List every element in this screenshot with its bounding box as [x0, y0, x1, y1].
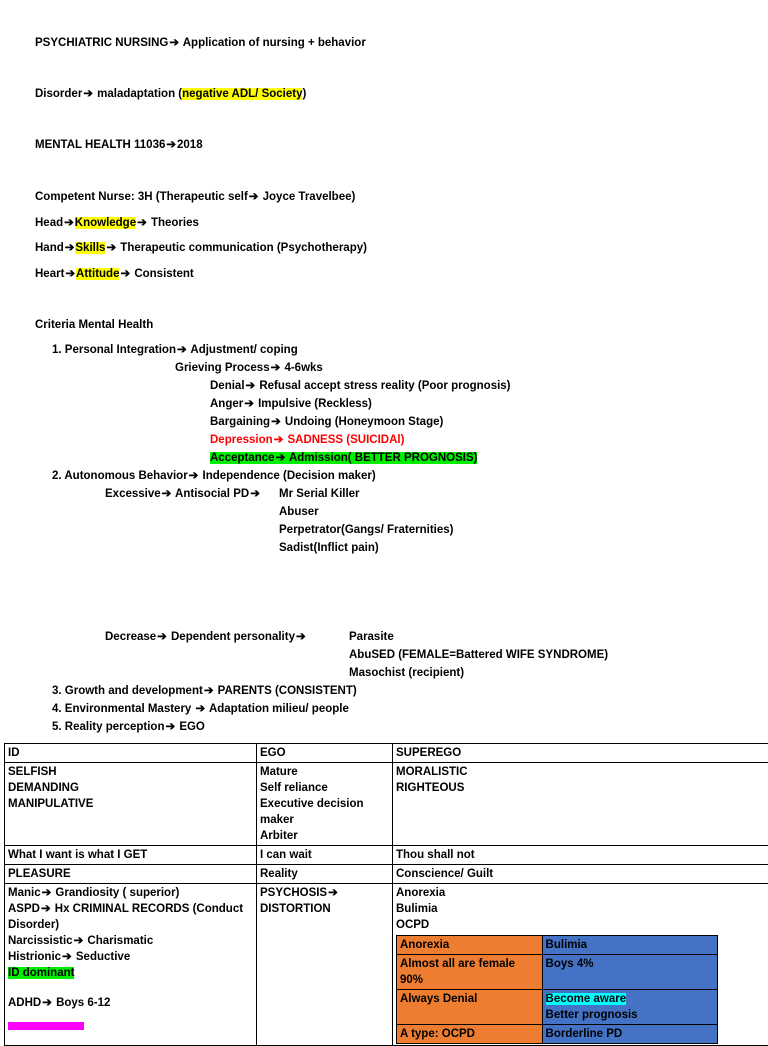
line-abused: AbuSED (FEMALE=Battered WIFE SYNDROME) — [349, 648, 608, 663]
line-disorder: Disorder➔ maladaptation (negative ADL/ Society) — [35, 87, 306, 102]
right-arrow-icon — [295, 631, 307, 643]
line-head: Head➔ Knowledge➔ Theories — [35, 216, 199, 231]
line-bargaining: Bargaining➔ Undoing (Honeymoon Stage) — [210, 415, 443, 430]
line-sadist: Sadist(Inflict pain) — [279, 541, 379, 556]
right-arrow-icon — [248, 191, 260, 203]
right-arrow-icon — [41, 887, 53, 899]
right-arrow-icon — [203, 685, 215, 697]
header-superego: SUPEREGO — [393, 744, 768, 763]
line-reality: 5. Reality perception➔ EGO — [52, 720, 205, 735]
table-row — [5, 846, 768, 865]
line-depression: Depression➔ SADNESS (SUICIDAl) — [210, 433, 404, 448]
table-cell: What I want is what I GET — [5, 846, 257, 865]
table-row — [397, 955, 718, 990]
table-row — [5, 763, 768, 846]
right-arrow-icon — [161, 488, 173, 500]
right-arrow-icon — [188, 470, 200, 482]
line-competent-nurse: Competent Nurse: 3H (Therapeutic self➔ Joyce Travelbee) — [35, 190, 355, 205]
header-id: ID — [5, 744, 257, 763]
right-arrow-icon — [73, 935, 85, 947]
table-cell: Almost all are female 90% — [397, 955, 543, 990]
line-psychiatric-nursing: PSYCHIATRIC NURSING➔ Application of nursing + behavior — [35, 36, 366, 51]
line-denial: Denial➔ Refusal accept stress reality (Poor prognosis) — [210, 379, 511, 394]
table-row — [5, 884, 768, 1046]
right-arrow-icon — [273, 434, 285, 446]
right-arrow-icon — [165, 139, 177, 151]
right-arrow-icon — [40, 903, 52, 915]
line-autonomous: 2. Autonomous Behavior➔ Independence (Decision maker) — [52, 469, 376, 484]
right-arrow-icon — [156, 631, 168, 643]
cell-ego-traits: Mature Self reliance Executive decision maker Arbiter — [257, 763, 393, 846]
right-arrow-icon — [63, 217, 75, 229]
line-criteria: Criteria Mental Health — [35, 318, 153, 333]
line-abuser: Abuser — [279, 505, 319, 520]
right-arrow-icon — [119, 268, 131, 280]
line-environmental: 4. Environmental Mastery ➔ Adaptation milieu/ people — [52, 702, 349, 717]
line-perpetrator: Perpetrator(Gangs/ Fraternities) — [279, 523, 453, 538]
right-arrow-icon — [245, 380, 257, 392]
line-anger: Anger➔ Impulsive (Reckless) — [210, 397, 372, 412]
cell-id-disorders: Manic➔ Grandiosity ( superior) ASPD➔ Hx CRIMINAL RECORDS (Conduct Disorder) Narcissistic➔ Charismatic Histrionic➔ Seductive ID dominant ADHD➔ Boys 6-12 — [5, 884, 257, 1046]
right-arrow-icon — [270, 416, 282, 428]
table-cell: Always Denial — [397, 990, 543, 1025]
table-cell: I can wait — [257, 846, 393, 865]
right-arrow-icon — [249, 488, 261, 500]
right-arrow-icon — [243, 398, 255, 410]
table-cell: Thou shall not — [393, 846, 768, 865]
table-row — [5, 865, 768, 884]
line-parasite: Parasite — [349, 630, 394, 645]
line-grieving: Grieving Process➔ 4-6wks — [175, 361, 323, 376]
line-masochist: Masochist (recipient) — [349, 666, 464, 681]
table-cell: Bulimia — [542, 936, 717, 955]
right-arrow-icon — [176, 344, 188, 356]
right-arrow-icon — [327, 887, 339, 899]
table-cell: Conscience/ Guilt — [393, 865, 768, 884]
right-arrow-icon — [82, 88, 94, 100]
table-cell: Become aware Better prognosis — [542, 990, 717, 1025]
table-cell: Anorexia — [397, 936, 543, 955]
header-ego: EGO — [257, 744, 393, 763]
line-serial-killer: Mr Serial Killer — [279, 487, 360, 502]
id-ego-superego-table — [4, 743, 768, 1046]
line-excessive: Excessive➔ Antisocial PD➔ — [105, 487, 261, 502]
table-row — [397, 1025, 718, 1044]
table-cell: Reality — [257, 865, 393, 884]
right-arrow-icon — [270, 362, 282, 374]
right-arrow-icon — [168, 37, 180, 49]
table-cell: PLEASURE — [5, 865, 257, 884]
table-cell: A type: OCPD — [397, 1025, 543, 1044]
right-arrow-icon — [164, 721, 176, 733]
right-arrow-icon — [64, 242, 76, 254]
cell-superego-disorders: Anorexia Bulimia OCPD Anorexia Bulimia Almost all are female 90% Boys 4% Always Denial Become aware Better prognosis A type: OCPD Borderline PD — [393, 884, 768, 1046]
table-cell: Borderline PD — [542, 1025, 717, 1044]
line-mental-health: MENTAL HEALTH 11036➔ 2018 — [35, 138, 203, 153]
right-arrow-icon — [275, 452, 287, 464]
anorexia-bulimia-table — [396, 935, 718, 1044]
magenta-highlight — [8, 1022, 84, 1030]
line-growth: 3. Growth and development➔ PARENTS (CONSISTENT) — [52, 684, 357, 699]
right-arrow-icon — [136, 217, 148, 229]
line-hand: Hand➔ Skills➔ Therapeutic communication (Psychotherapy) — [35, 241, 367, 256]
right-arrow-icon — [41, 997, 53, 1009]
line-acceptance: Acceptance➔ Admission( BETTER PROGNOSIS) — [210, 451, 477, 466]
right-arrow-icon — [105, 242, 117, 254]
cell-id-traits: SELFISH DEMANDING MANIPULATIVE — [5, 763, 257, 846]
line-decrease: Decrease➔ Dependent personality➔ — [105, 630, 307, 645]
right-arrow-icon — [64, 268, 76, 280]
table-row — [397, 990, 718, 1025]
line-heart: Heart➔ Attitude➔ Consistent — [35, 267, 194, 282]
table-cell: Boys 4% — [542, 955, 717, 990]
cell-ego-disorders: PSYCHOSIS➔ DISTORTION — [257, 884, 393, 1046]
table-row — [397, 936, 718, 955]
cell-superego-traits: MORALISTIC RIGHTEOUS — [393, 763, 768, 846]
table-row — [5, 744, 768, 763]
right-arrow-icon — [61, 951, 73, 963]
right-arrow-icon — [195, 703, 207, 715]
line-personal-integration: 1. Personal Integration➔ Adjustment/ coping — [52, 343, 298, 358]
